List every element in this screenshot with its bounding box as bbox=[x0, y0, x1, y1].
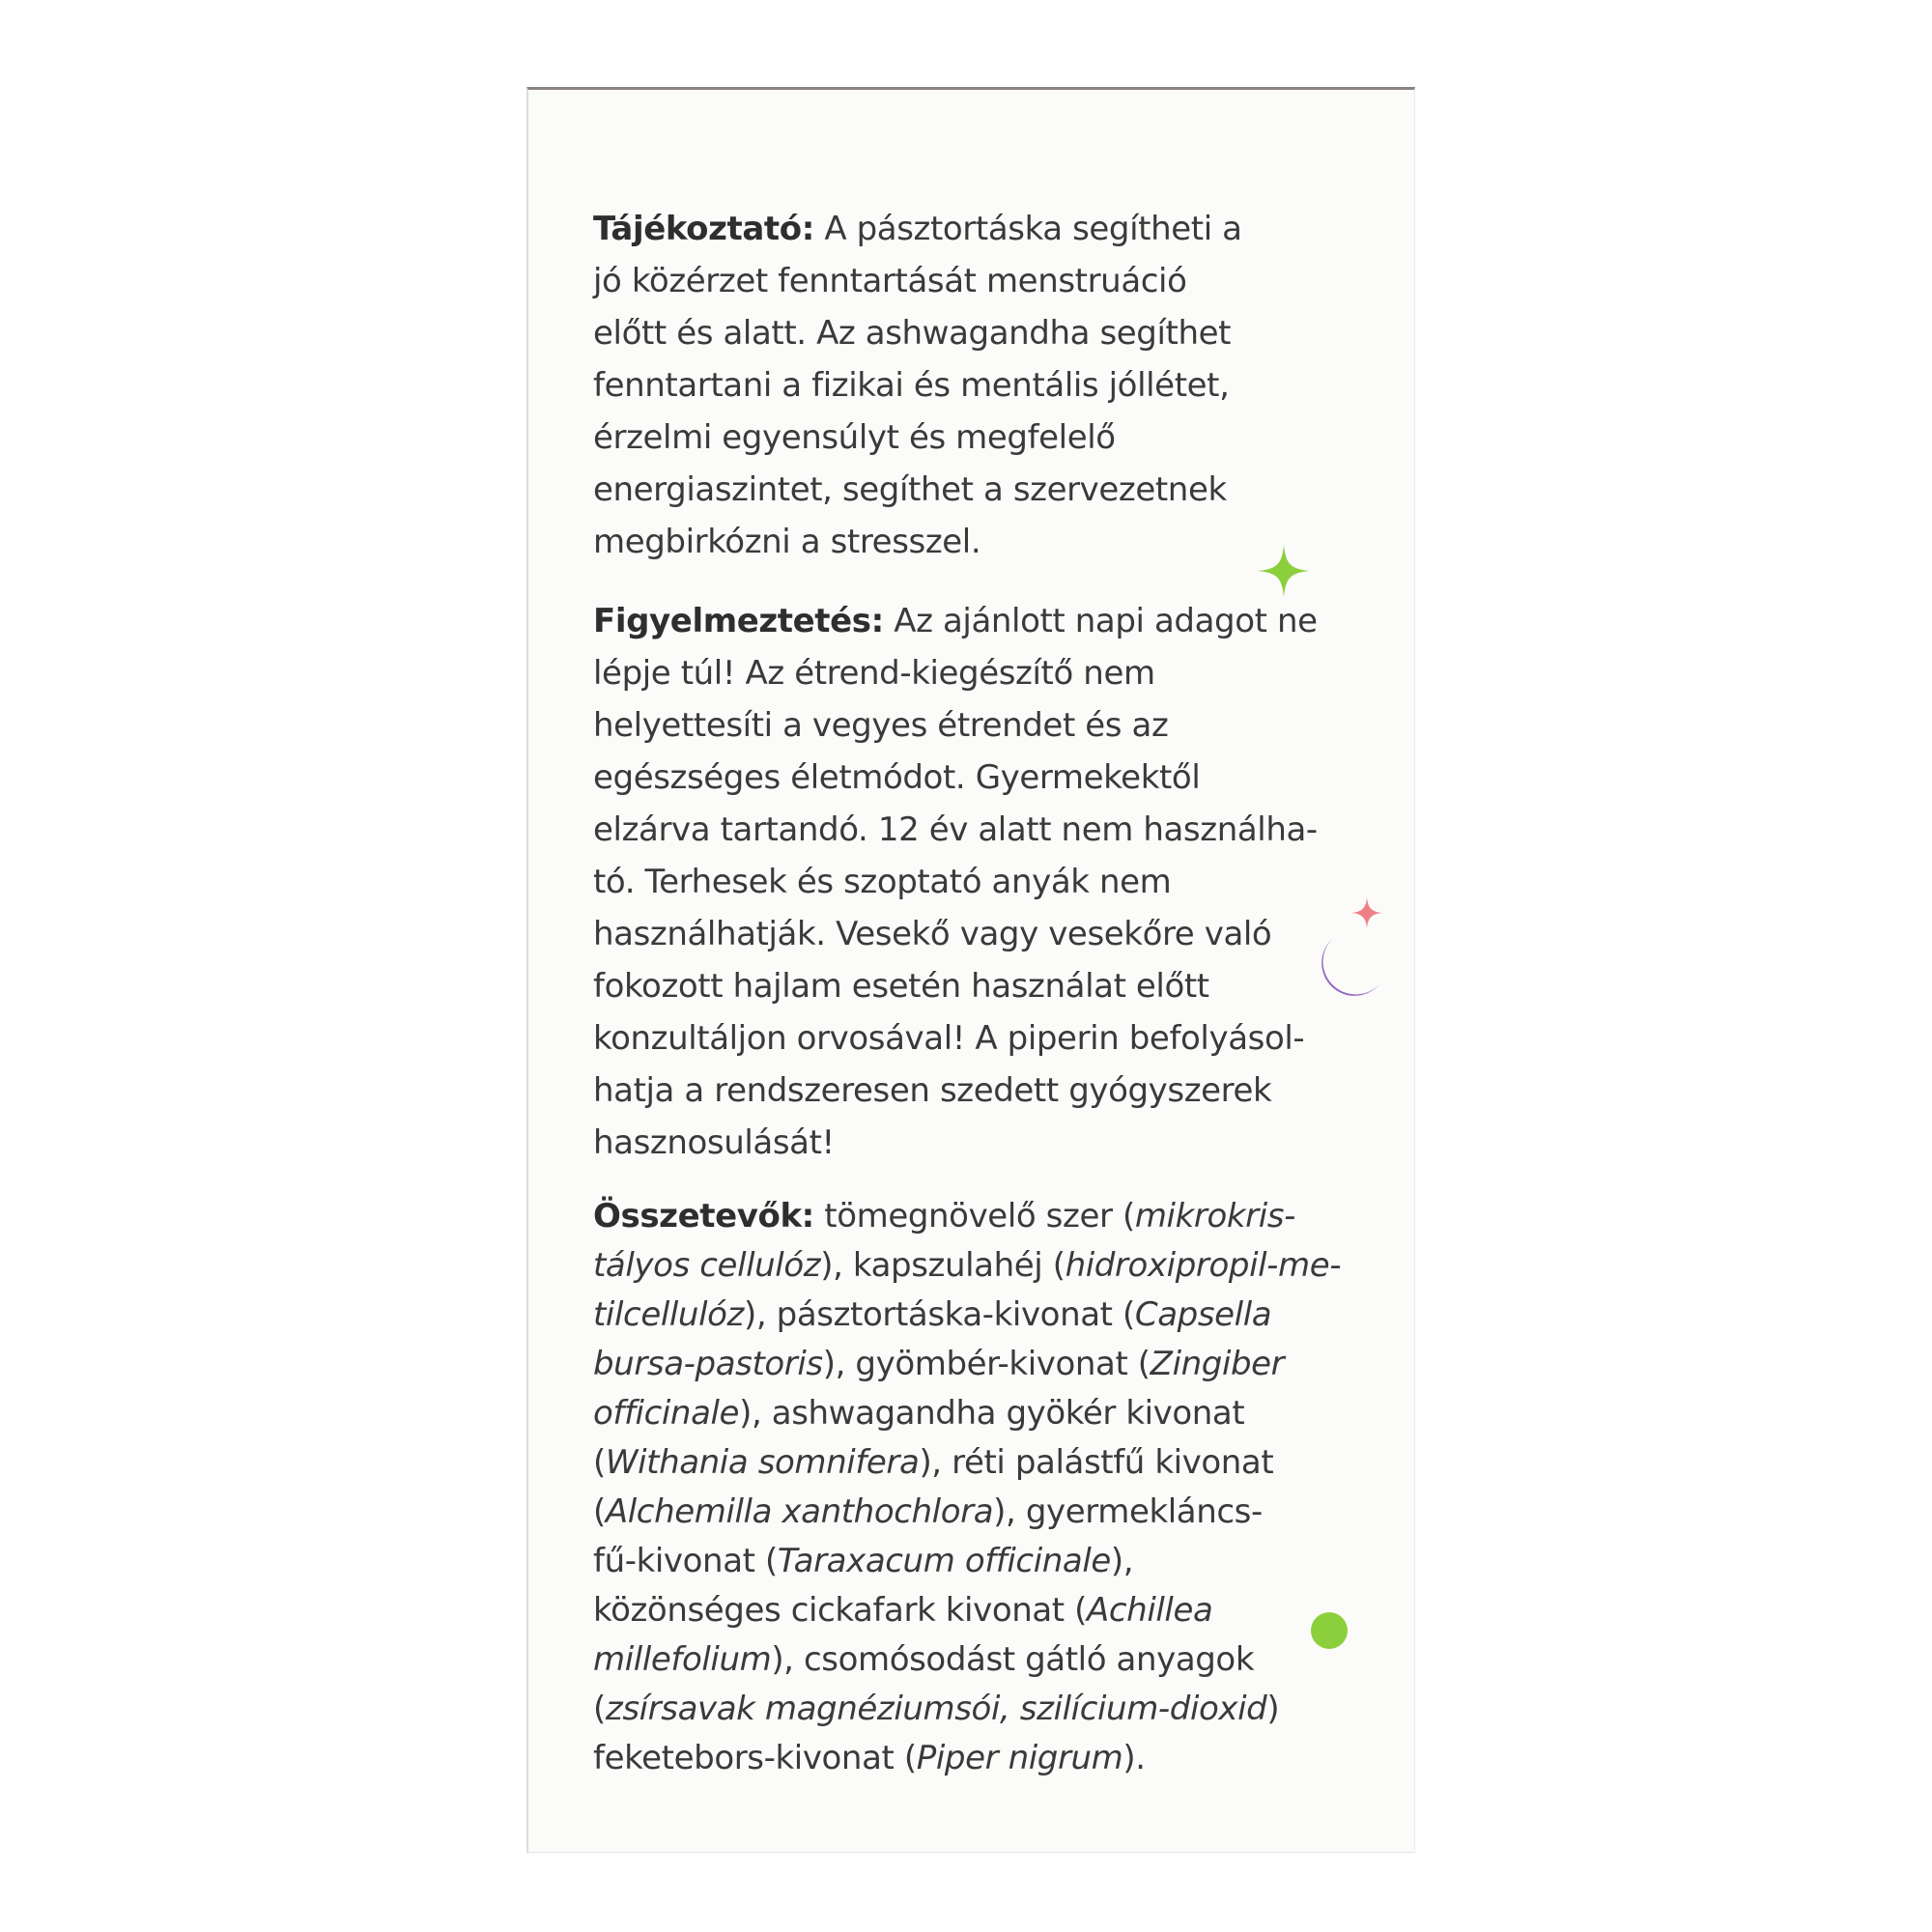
text-run: közönséges cickafark kivonat ( bbox=[593, 1591, 1088, 1630]
text-line: hatja a rendszeresen szedett gyógyszerek bbox=[593, 1071, 1272, 1110]
sparkle-icon bbox=[1350, 896, 1383, 929]
text-run: ), bbox=[1110, 1542, 1134, 1580]
star-icon bbox=[1256, 543, 1312, 599]
latin-name: Alchemilla xanthochlora bbox=[605, 1492, 994, 1531]
info-heading: Tájékoztató: bbox=[593, 210, 814, 248]
text-line bbox=[593, 203, 1366, 255]
text-line: érzelmi egyensúlyt és megfelelő bbox=[593, 418, 1116, 457]
latin-name: Taraxacum officinale bbox=[777, 1542, 1111, 1580]
latin-name: mikrokris- bbox=[1134, 1197, 1295, 1236]
text-line bbox=[593, 1537, 1366, 1586]
ingredients-paragraph bbox=[593, 1192, 1366, 1783]
text-run: fű-kivonat ( bbox=[593, 1542, 778, 1580]
text-line bbox=[593, 1291, 1366, 1340]
text-line bbox=[593, 1192, 1366, 1241]
text-line bbox=[593, 1734, 1366, 1783]
text-line bbox=[593, 1488, 1366, 1537]
latin-name: Capsella bbox=[1134, 1295, 1272, 1334]
text-line: lépje túl! Az étrend-kiegészítő nem bbox=[593, 654, 1155, 693]
text-run: ), ashwagandha gyökér kivonat bbox=[739, 1394, 1245, 1433]
text-run: ) bbox=[1266, 1690, 1280, 1728]
text-run: Az ajánlott napi adagot ne bbox=[883, 602, 1318, 640]
text-line: egészséges életmódot. Gyermekektől bbox=[593, 758, 1201, 797]
latin-name: Zingiber bbox=[1150, 1345, 1285, 1383]
text-line: jó közérzet fenntartását menstruáció bbox=[593, 262, 1187, 300]
text-line bbox=[593, 1635, 1366, 1685]
text-run: ( bbox=[593, 1492, 606, 1531]
text-line: tó. Terhesek és szoptató anyák nem bbox=[593, 863, 1172, 901]
text-line: fenntartani a fizikai és mentális jóllétet, bbox=[593, 366, 1230, 405]
text-line bbox=[593, 1241, 1366, 1291]
text-run: ), gyömbér-kivonat ( bbox=[822, 1345, 1151, 1383]
text-line bbox=[593, 1685, 1366, 1734]
text-run: feketebors-kivonat ( bbox=[593, 1739, 917, 1777]
text-line bbox=[593, 1586, 1366, 1635]
text-line bbox=[593, 1389, 1366, 1438]
text-run: A pásztortáska segítheti a bbox=[813, 210, 1242, 248]
text-run: ), pásztortáska-kivonat ( bbox=[743, 1295, 1135, 1334]
text-run: ). bbox=[1122, 1739, 1146, 1777]
text-run: ), csomósodást gátló anyagok bbox=[771, 1640, 1255, 1679]
latin-name: tályos cellulóz bbox=[593, 1246, 821, 1285]
warning-paragraph bbox=[593, 595, 1366, 1169]
latin-name: tilcellulóz bbox=[593, 1295, 744, 1334]
text-run: ( bbox=[593, 1443, 606, 1482]
latin-name: hidroxipropil-me- bbox=[1065, 1246, 1342, 1285]
text-line bbox=[593, 1340, 1366, 1389]
text-line: elzárva tartandó. 12 év alatt nem használha- bbox=[593, 810, 1318, 849]
crescent-moon-icon bbox=[1312, 933, 1385, 1007]
text-line: fokozott hajlam esetén használat előtt bbox=[593, 967, 1209, 1006]
latin-name: officinale bbox=[593, 1394, 740, 1433]
latin-name: zsírsavak magnéziumsói, szilícium-dioxid bbox=[605, 1690, 1267, 1728]
text-line: előtt és alatt. Az ashwagandha segíthet bbox=[593, 314, 1232, 353]
latin-name: Piper nigrum bbox=[916, 1739, 1123, 1777]
latin-name: millefolium bbox=[593, 1640, 772, 1679]
latin-name: Withania somnifera bbox=[605, 1443, 920, 1482]
text-run: ), gyermekláncs- bbox=[993, 1492, 1263, 1531]
text-line: használhatják. Vesekő vagy vesekőre való bbox=[593, 915, 1272, 953]
text-line bbox=[593, 595, 1366, 647]
text-line bbox=[593, 1438, 1366, 1488]
text-line: konzultáljon orvosával! A piperin befolyásol- bbox=[593, 1019, 1305, 1058]
green-dot-icon bbox=[1310, 1611, 1349, 1650]
text-line: helyettesíti a vegyes étrendet és az bbox=[593, 706, 1169, 745]
warning-heading: Figyelmeztetés: bbox=[593, 602, 884, 640]
text-line: megbirkózni a stresszel. bbox=[593, 523, 981, 561]
text-line: energiaszintet, segíthet a szervezetnek bbox=[593, 470, 1227, 509]
text-run: tömegnövelő szer ( bbox=[813, 1197, 1135, 1236]
latin-name: Achillea bbox=[1087, 1591, 1213, 1630]
text-run: ), kapszulahéj ( bbox=[820, 1246, 1065, 1285]
text-run: ), réti palástfű kivonat bbox=[919, 1443, 1274, 1482]
latin-name: bursa-pastoris bbox=[593, 1345, 823, 1383]
info-paragraph bbox=[593, 203, 1366, 568]
text-line: hasznosulását! bbox=[593, 1123, 835, 1162]
text-run: ( bbox=[593, 1690, 606, 1728]
ingredients-heading: Összetevők: bbox=[593, 1197, 814, 1236]
